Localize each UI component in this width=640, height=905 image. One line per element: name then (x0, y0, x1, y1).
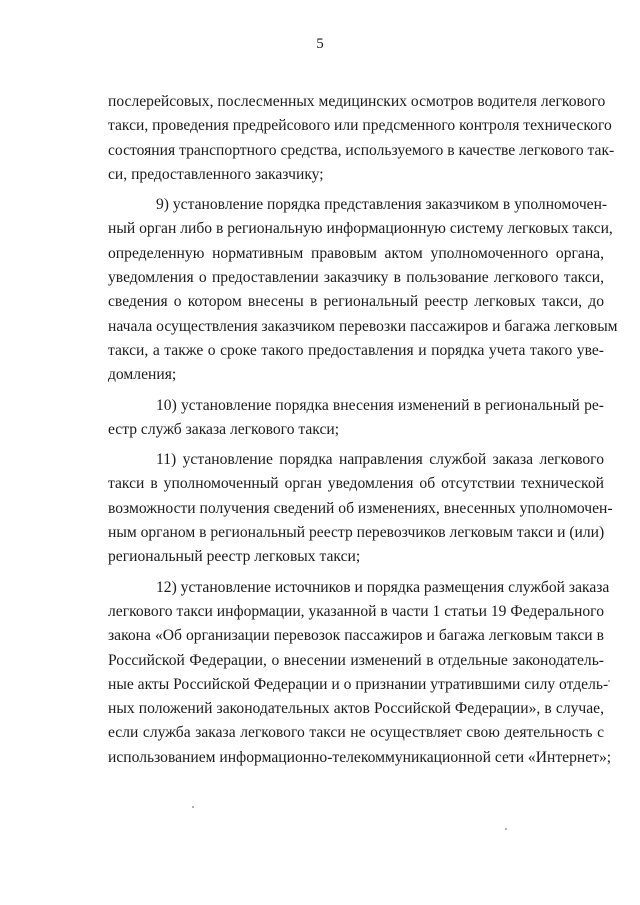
page-number: 5 (316, 36, 324, 52)
text-line: си, предоставленного заказчику; (108, 165, 324, 183)
text-line: ным органом в региональный реестр перевозчиков легковым такси и (или) (108, 524, 605, 542)
text-line: 11) установление порядка направления службой заказа легкового (156, 451, 604, 469)
text-line: легкового такси информации, указанной в части 1 статьи 19 Федерального (108, 602, 604, 620)
text-line: начала осуществления заказчиком перевозки пассажиров и багажа легковым (108, 317, 618, 335)
text-line: ных положений законодательных актов Российской Федерации», в случае, (108, 700, 604, 718)
paragraph-item-9 (108, 193, 618, 387)
text-line: ный орган либо в региональную информационную систему легковых такси, (108, 220, 613, 238)
paragraph-continuation (108, 90, 615, 187)
text-line: такси в уполномоченный орган уведомления об отсутствии технической (108, 475, 604, 493)
text-line: состояния транспортного средства, используемого в качестве легкового так- (108, 141, 615, 159)
text-line: определенную нормативным правовым актом уполномоченного органа, (108, 244, 604, 262)
text-line: если служба заказа легкового такси не осуществляет свою деятельность с (108, 724, 604, 742)
text-line: такси, а также о сроке такого предоставления и порядка учета такого уве- (108, 341, 604, 359)
paragraph-item-11 (108, 448, 613, 569)
text-line: уведомления о предоставлении заказчику в пользование легкового такси, (108, 269, 604, 287)
scan-speck (505, 828, 507, 830)
text-line: такси, проведения предрейсового или предсменного контроля технического (108, 117, 612, 135)
text-line: 9) установление порядка представления заказчиком в уполномочен- (156, 196, 608, 214)
text-line: возможности получения сведений об изменениях, внесенных уполномочен- (108, 499, 613, 517)
scan-speck (192, 806, 194, 808)
text-line: закона «Об организации перевозок пассажиров и багажа легковым такси в (108, 627, 604, 645)
text-line: домления; (108, 366, 177, 384)
text-line: использованием информационно-телекоммуникационной сети «Интернет»; (108, 748, 612, 766)
paragraph-item-10 (108, 394, 604, 443)
text-line: сведения о котором внесены в региональный реестр легковых такси, до (108, 293, 604, 311)
text-line: послерейсовых, послесменных медицинских осмотров водителя легкового (108, 93, 606, 110)
paragraph-item-12 (108, 576, 612, 770)
text-line: 12) установление источников и порядка размещения службой заказа (156, 578, 610, 596)
scan-speck (608, 680, 610, 682)
text-line: ные акты Российской Федерации и о признании утратившими силу отдель- (108, 675, 609, 693)
text-line: 10) установление порядка внесения изменений в региональный ре- (156, 396, 604, 414)
document-body (108, 90, 618, 770)
text-line: естр служб заказа легкового такси; (108, 420, 340, 438)
text-line: Российской Федерации, о внесении изменений в отдельные законодатель- (108, 651, 604, 669)
text-line: региональный реестр легковых такси; (108, 548, 361, 566)
